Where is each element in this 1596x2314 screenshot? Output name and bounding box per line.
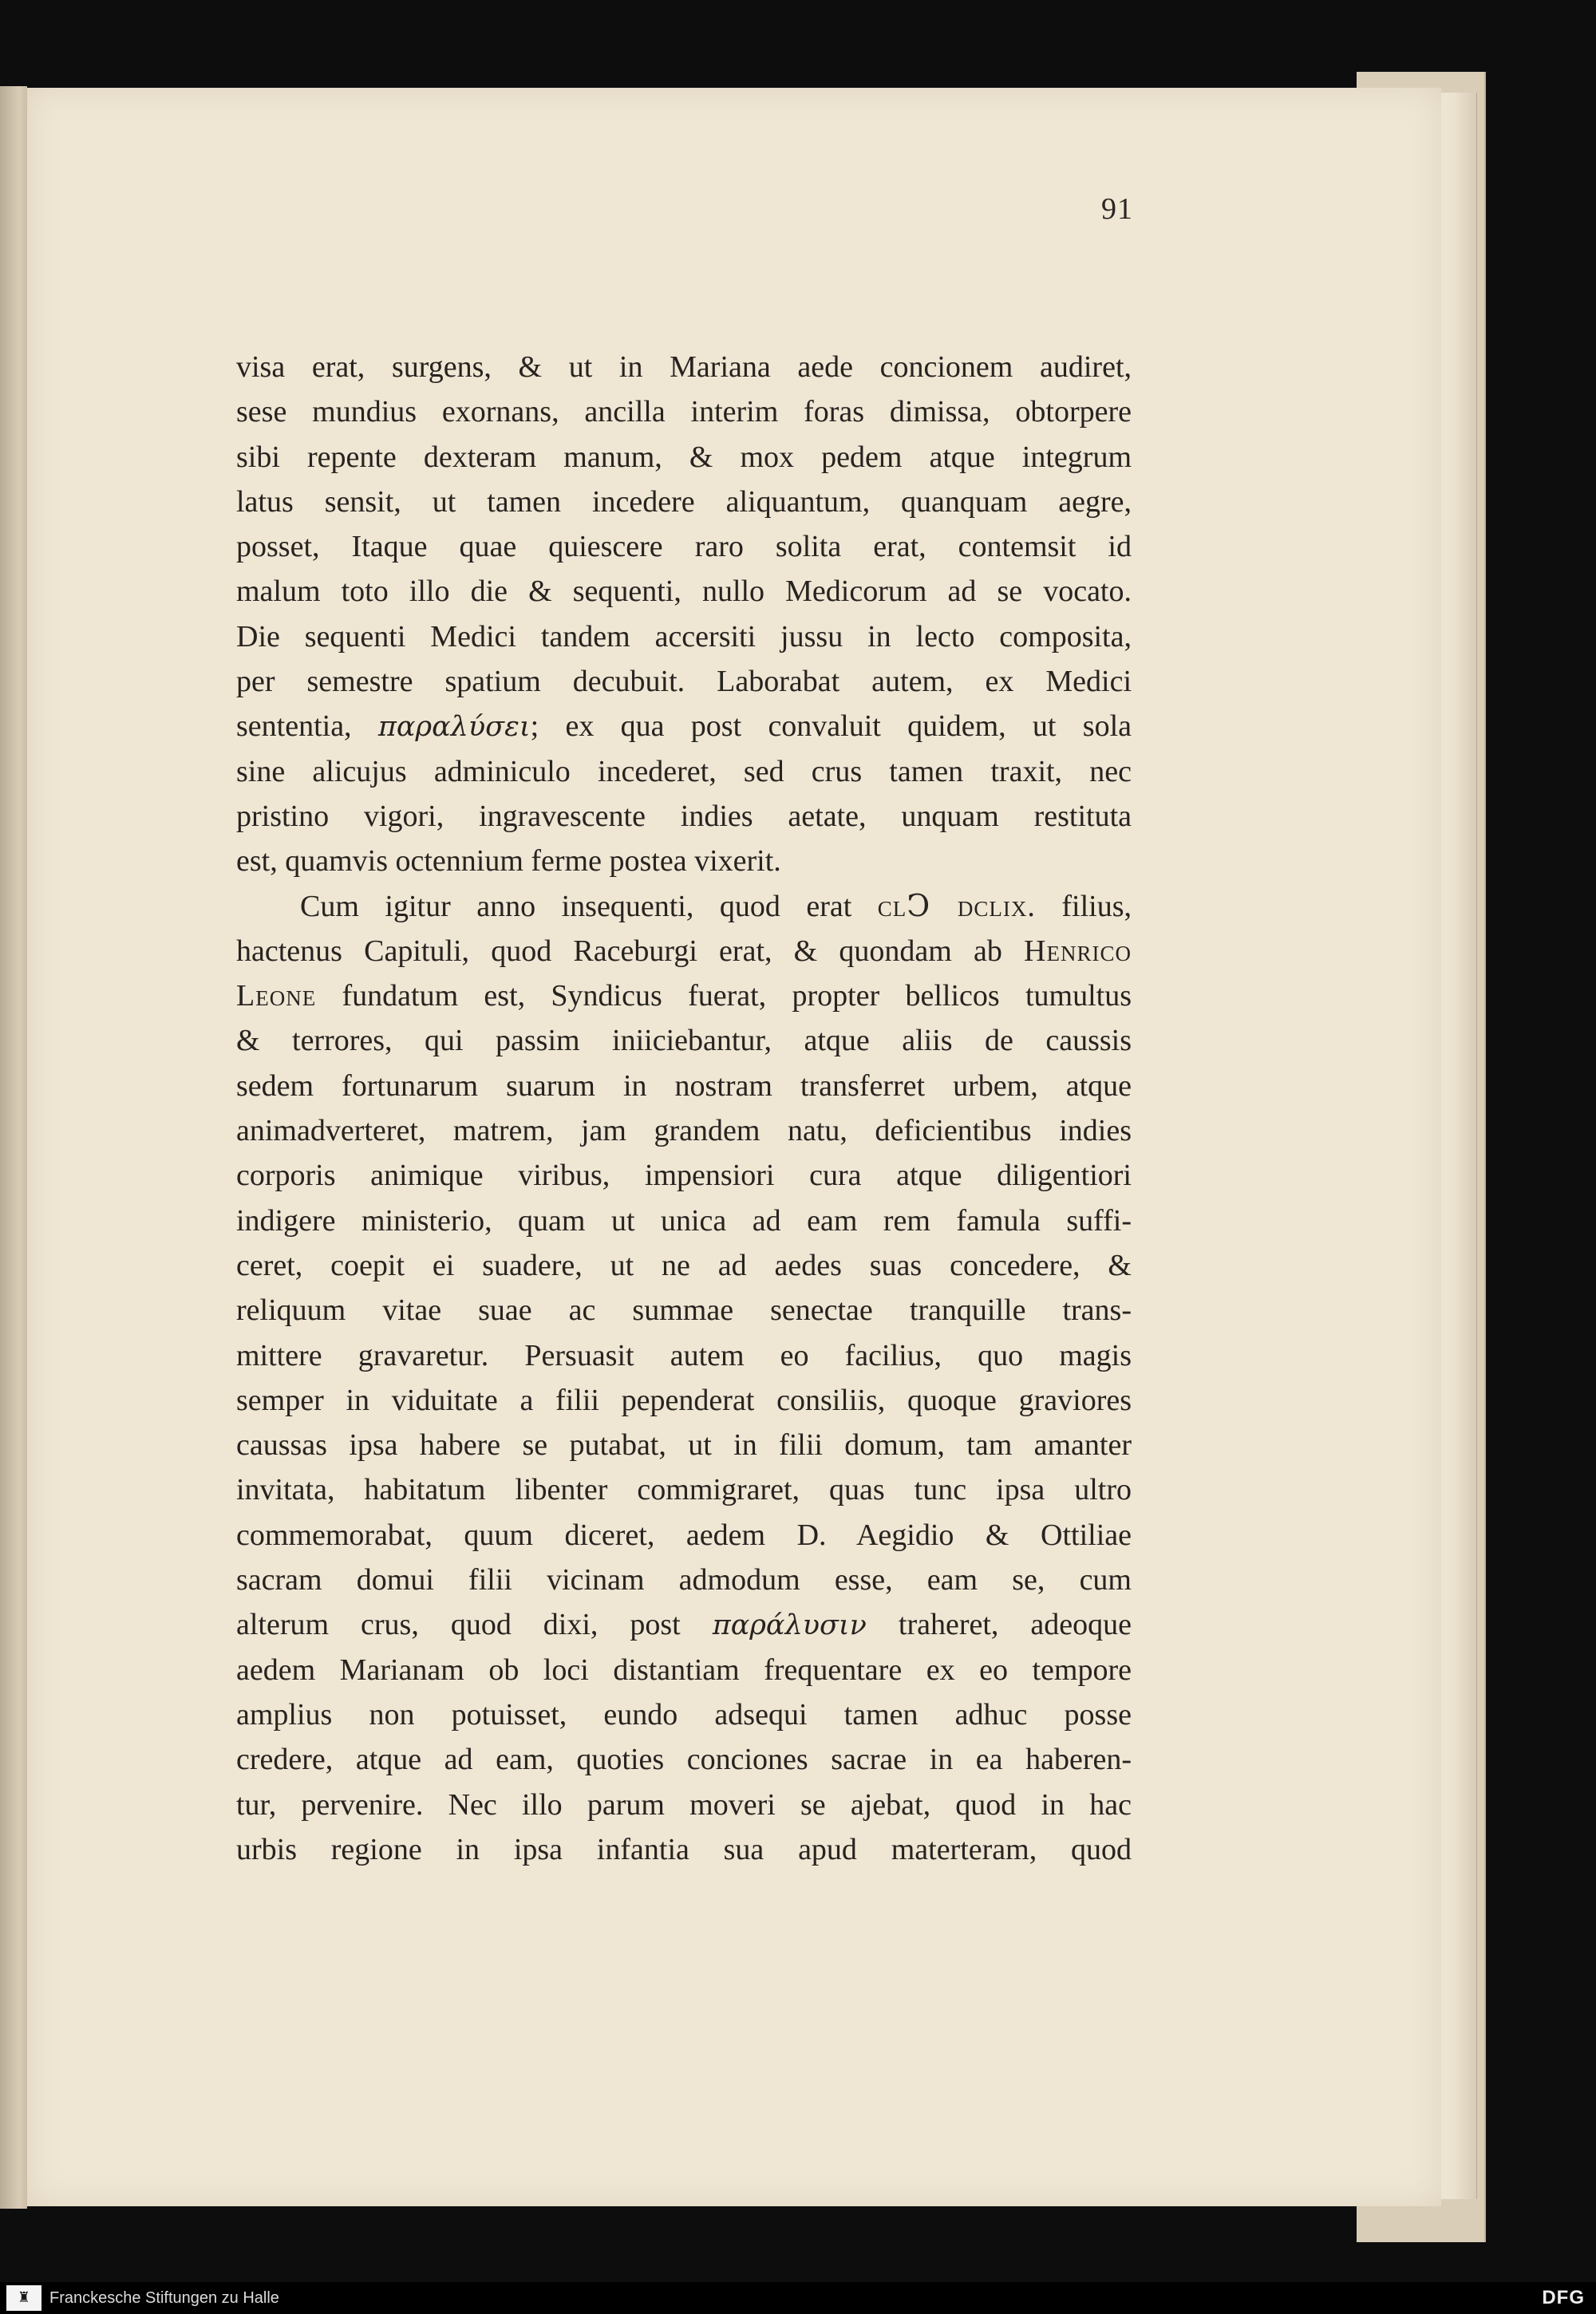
text-segment: ; ex qua post convaluit quidem, ut sola [530,709,1132,744]
text-segment: Cum igitur anno insequenti, quod erat [300,889,878,923]
text-line [236,1153,1132,1198]
footer-bar [0,2282,1596,2314]
footer-institution: Franckesche Stiftungen zu Halle [49,2289,279,2307]
greek-word: παράλυσιν [712,1609,867,1642]
text-segment: Die sequenti Medici tandem accersiti jussu in lecto composita, [236,619,1132,654]
text-segment: sententia, [236,709,378,744]
text-segment: posset, Itaque quae quiescere raro solita erat, contemsit id [236,530,1132,564]
text-line [236,1018,1132,1063]
text-line [236,1467,1132,1512]
text-segment: credere, atque ad eam, quoties conciones sacrae in ea haberen- [236,1743,1132,1777]
text-segment: est, quamvis octennium ferme postea vixerit. [236,844,781,879]
text-line [236,1827,1132,1872]
text-segment: indigere ministerio, quam ut unica ad eam rem famula suffi- [236,1203,1132,1238]
text-line [236,704,1132,748]
text-segment: corporis animique viribus, impensiori cura atque diligentiori [236,1159,1132,1193]
text-line [236,1333,1132,1378]
text-segment: animadverteret, matrem, jam grandem natu, deficientibus indies [236,1114,1132,1148]
text-segment: commemorabat, quum diceret, aedem D. Aegidio & Ottiliae [236,1518,1132,1552]
small-caps-text: Leone [236,979,317,1013]
text-segment: reliquum vitae suae ac summae senectae tranquille trans- [236,1293,1132,1328]
francke-logo-icon: ♜ [6,2285,41,2311]
text-line [236,794,1132,839]
text-line [236,1513,1132,1558]
text-line [236,435,1132,480]
text-line [236,1783,1132,1827]
text-segment: urbis regione in ipsa infantia sua apud materteram, quod [236,1832,1132,1866]
text-segment: ceret, coepit ei suadere, ut ne ad aedes suas concedere, & [236,1248,1132,1282]
text-line [236,1692,1132,1737]
text-line [236,614,1132,659]
text-line [236,1602,1132,1647]
text-segment: fundatum est, Syndicus fuerat, propter bellicos tumultus [316,979,1132,1013]
small-caps-text: clↃ dclix. [877,889,1036,923]
text-line [236,389,1132,434]
text-line [236,1737,1132,1782]
text-segment: sedem fortunarum suarum in nostram transferret urbem, atque [236,1068,1132,1103]
text-segment: invitata, habitatum libenter commigraret, quas tunc ipsa ultro [236,1473,1132,1507]
small-caps-text: Henrico [1024,934,1132,968]
dfg-logo: DFG [1542,2287,1585,2308]
text-line [236,1423,1132,1467]
text-line [236,929,1132,973]
text-line [236,569,1132,614]
text-line [236,1198,1132,1243]
page-number: 91 [1101,192,1133,226]
text-segment: & terrores, qui passim iniiciebantur, atque aliis de caussis [236,1024,1132,1058]
text-segment: amplius non potuisset, eundo adsequi tamen adhuc posse [236,1697,1132,1732]
text-segment: caussas ipsa habere se putabat, ut in filii domum, tam amanter [236,1428,1132,1463]
text-line [236,1288,1132,1333]
text-segment: mittere gravaretur. Persuasit autem eo facilius, quo magis [236,1338,1132,1372]
greek-word: παραλύσει [377,711,531,744]
text-segment: hactenus Capituli, quod Raceburgi erat, & quondam ab [236,934,1025,968]
text-line [236,1558,1132,1602]
text-line [236,1243,1132,1288]
text-segment: tur, pervenire. Nec illo parum moveri se ajebat, quod in hac [236,1787,1132,1822]
text-line [236,1108,1132,1153]
text-segment: sine alicujus adminiculo incederet, sed crus tamen traxit, nec [236,754,1132,788]
text-line [236,480,1132,524]
text-segment: latus sensit, ut tamen incedere aliquantum, quanquam aegre, [236,484,1132,519]
text-segment: semper in viduitate a filii pependerat consiliis, quoque graviores [236,1383,1132,1417]
text-segment: pristino vigori, ingravescente indies aetate, unquam restituta [236,799,1132,833]
text-segment: sacram domui filii vicinam admodum esse, eam se, cum [236,1563,1132,1597]
text-line [236,839,1132,883]
text-segment: traheret, adeoque [866,1608,1132,1642]
text-line [236,524,1132,569]
text-line [236,1648,1132,1692]
text-line [236,749,1132,794]
text-segment: per semestre spatium decubuit. Laborabat autem, ex Medici [236,665,1132,699]
text-segment: alterum crus, quod dixi, post [236,1608,713,1642]
text-segment: filius, [1035,889,1132,923]
body-text [236,345,1132,1872]
text-line [236,659,1132,704]
text-line [236,1378,1132,1423]
text-segment: sibi repente dexteram manum, & mox pedem atque integrum [236,440,1132,474]
text-line [236,973,1132,1018]
previous-page-edge [0,86,27,2209]
text-line [236,884,1132,929]
text-segment: visa erat, surgens, & ut in Mariana aede concionem audiret, [236,350,1132,384]
text-segment: aedem Marianam ob loci distantiam frequentare ex eo tempore [236,1653,1132,1687]
text-line [236,1064,1132,1108]
text-segment: malum toto illo die & sequenti, nullo Medicorum ad se vocato. [236,575,1132,609]
text-line [236,345,1132,389]
text-segment: sese mundius exornans, ancilla interim foras dimissa, obtorpere [236,395,1132,429]
